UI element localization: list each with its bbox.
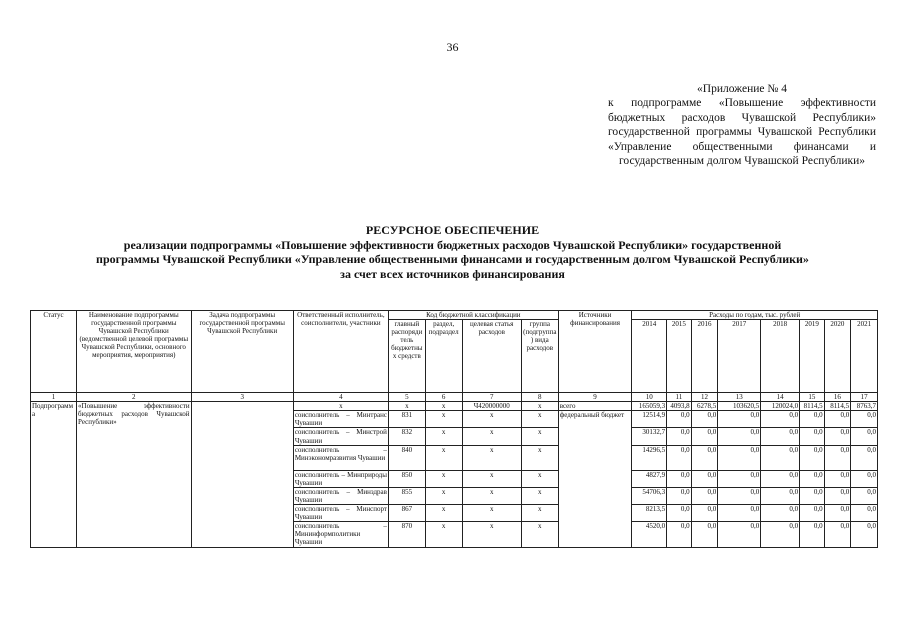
- column-number: 7: [462, 393, 521, 402]
- value-cell: 30132,7: [632, 428, 667, 445]
- value-cell: 0,0: [718, 487, 761, 504]
- header-task: Задача подпрограммы государственной программы Чувашской Республики: [191, 311, 293, 393]
- section-cell: x: [425, 428, 462, 445]
- header-year: 2016: [691, 320, 718, 393]
- title-line-4: за счет всех источников финансирования: [340, 266, 565, 281]
- header-responsible: Ответственный исполнитель, соисполнители, участники: [293, 311, 388, 393]
- responsible-cell: соисполнитель – Минтранс Чувашии: [294, 411, 387, 428]
- value-cell: 0,0: [761, 428, 800, 445]
- value-cell: 0,0: [824, 411, 851, 428]
- header-sources: Источники финансирования: [558, 311, 632, 393]
- value-cell: 0,0: [851, 445, 878, 470]
- value-cell: 0,0: [691, 428, 718, 445]
- section-cell: x: [425, 522, 462, 547]
- value-cell: 0,0: [851, 487, 878, 504]
- value-cell: 0,0: [851, 505, 878, 522]
- value-cell: 0,0: [800, 505, 825, 522]
- value-cell: 0,0: [718, 522, 761, 547]
- value-cell: 0,0: [691, 505, 718, 522]
- header-year: 2021: [851, 320, 878, 393]
- title-line-1: РЕСУРСНОЕ ОБЕСПЕЧЕНИЕ: [365, 223, 540, 237]
- column-number: 17: [851, 393, 878, 402]
- responsible-cell: соисполнитель – Минстрой Чувашии: [294, 428, 387, 445]
- column-number: 3: [191, 393, 293, 402]
- value-cell: 0,0: [800, 522, 825, 547]
- value-cell: 0,0: [667, 411, 692, 428]
- header-expenses: Расходы по годам, тыс. рублей: [632, 311, 878, 320]
- header-year: 2015: [667, 320, 692, 393]
- value-cell: 0,0: [761, 487, 800, 504]
- value-cell: 6278,5: [691, 402, 718, 411]
- value-cell: 0,0: [800, 428, 825, 445]
- header-row-1: [31, 311, 878, 320]
- value-cell: 0,0: [851, 411, 878, 428]
- value-cell: 0,0: [824, 522, 851, 547]
- source-cell: всего: [558, 402, 632, 411]
- value-cell: 8114,5: [824, 402, 851, 411]
- column-number: 4: [293, 393, 388, 402]
- value-cell: 8213,5: [632, 505, 667, 522]
- value-cell: 0,0: [718, 428, 761, 445]
- column-number: 5: [388, 393, 425, 402]
- value-cell: 4093,8: [667, 402, 692, 411]
- status-cell: Подпрограмма: [31, 402, 77, 547]
- value-cell: 0,0: [691, 470, 718, 487]
- group-cell: x: [521, 445, 558, 470]
- header-grbs: главный распорядитель бюджетных средств: [388, 320, 425, 393]
- value-cell: 103620,5: [718, 402, 761, 411]
- value-cell: 0,0: [824, 428, 851, 445]
- value-cell: 0,0: [800, 445, 825, 470]
- header-year: 2014: [632, 320, 667, 393]
- value-cell: 0,0: [667, 470, 692, 487]
- section-cell: x: [425, 505, 462, 522]
- column-number: 13: [718, 393, 761, 402]
- column-number: 2: [77, 393, 192, 402]
- column-number: 1: [31, 393, 77, 402]
- value-cell: 54706,3: [632, 487, 667, 504]
- value-cell: 0,0: [691, 411, 718, 428]
- grbs-cell: 831: [388, 411, 425, 428]
- header-section: раздел, подраздел: [425, 320, 462, 393]
- value-cell: 120024,0: [761, 402, 800, 411]
- value-cell: 0,0: [824, 470, 851, 487]
- group-cell: x: [521, 505, 558, 522]
- title-line-2: реализации подпрограммы «Повышение эффективности бюджетных расходов Чувашской Республики» государственной: [123, 237, 782, 252]
- value-cell: 0,0: [691, 522, 718, 547]
- grbs-cell: 855: [388, 487, 425, 504]
- title-line-3: программы Чувашской Республики «Управление общественными финансами и государственным долгом Чувашской Республики»: [96, 252, 809, 267]
- grbs-cell: 832: [388, 428, 425, 445]
- target-cell: x: [462, 487, 521, 504]
- responsible-cell: соисполнитель – Мининформполитики Чувашии: [294, 522, 387, 547]
- value-cell: 0,0: [761, 522, 800, 547]
- value-cell: 0,0: [800, 470, 825, 487]
- target-cell: Ч420000000: [462, 402, 521, 411]
- column-number: 16: [824, 393, 851, 402]
- value-cell: 0,0: [691, 487, 718, 504]
- responsible-cell: соисполнитель – Минздрав Чувашии: [294, 487, 387, 504]
- section-cell: x: [425, 470, 462, 487]
- document-title: [30, 223, 875, 281]
- value-cell: 0,0: [800, 487, 825, 504]
- value-cell: 0,0: [667, 487, 692, 504]
- header-year: 2019: [800, 320, 825, 393]
- value-cell: 0,0: [851, 470, 878, 487]
- value-cell: 0,0: [667, 522, 692, 547]
- value-cell: 8114,5: [800, 402, 825, 411]
- grbs-cell: x: [388, 402, 425, 411]
- target-cell: x: [462, 428, 521, 445]
- responsible-cell: соисполнитель – Минспорт Чувашии: [294, 505, 387, 522]
- value-cell: 0,0: [718, 470, 761, 487]
- column-number: 9: [558, 393, 632, 402]
- header-year: 2020: [824, 320, 851, 393]
- value-cell: 4827,9: [632, 470, 667, 487]
- target-cell: x: [462, 411, 521, 428]
- column-number: 8: [521, 393, 558, 402]
- value-cell: 12514,9: [632, 411, 667, 428]
- value-cell: 0,0: [851, 428, 878, 445]
- value-cell: 0,0: [824, 445, 851, 470]
- column-number: 14: [761, 393, 800, 402]
- value-cell: 14296,5: [632, 445, 667, 470]
- value-cell: 0,0: [761, 445, 800, 470]
- responsible-cell: соисполнитель – Минэкономразвития Чувашии: [293, 445, 388, 470]
- value-cell: 0,0: [667, 445, 692, 470]
- header-name: Наименование подпрограммы государственной программы Чувашской Республики (ведомственной целевой программы Чувашской Республики, основного мероприятия, мероприятия): [77, 311, 192, 393]
- column-number: 12: [691, 393, 718, 402]
- target-cell: x: [462, 522, 521, 547]
- header-target: целевая статья расходов: [462, 320, 521, 393]
- header-group: группа (подгруппа) вида расходов: [521, 320, 558, 393]
- column-number: 10: [632, 393, 667, 402]
- grbs-cell: 840: [388, 445, 425, 470]
- responsible-cell: x: [293, 402, 388, 411]
- value-cell: 0,0: [718, 445, 761, 470]
- group-cell: x: [521, 522, 558, 547]
- program-name-cell: «Повышение эффективности бюджетных расходов Чувашской Республики»: [77, 402, 192, 547]
- column-number-row: [31, 393, 878, 402]
- value-cell: 0,0: [761, 470, 800, 487]
- header-year: 2018: [761, 320, 800, 393]
- group-cell: x: [521, 411, 558, 428]
- table-row: [31, 402, 878, 411]
- header-year: 2017: [718, 320, 761, 393]
- target-cell: x: [462, 445, 521, 470]
- grbs-cell: 850: [388, 470, 425, 487]
- group-cell: x: [521, 428, 558, 445]
- column-number: 11: [667, 393, 692, 402]
- appendix-text: к подпрограмме «Повышение эффективности бюджетных расходов Чувашской Республики» государственной программы Чувашской Республики «Управление общественными финансами и государственным долгом Чувашской Республики»: [608, 97, 876, 168]
- value-cell: 0,0: [800, 411, 825, 428]
- group-cell: x: [521, 470, 558, 487]
- value-cell: 4520,0: [632, 522, 667, 547]
- value-cell: 0,0: [691, 445, 718, 470]
- section-cell: x: [425, 402, 462, 411]
- appendix-block: [608, 82, 876, 168]
- value-cell: 0,0: [851, 522, 878, 547]
- value-cell: 0,0: [761, 505, 800, 522]
- column-number: 6: [425, 393, 462, 402]
- value-cell: 0,0: [761, 411, 800, 428]
- value-cell: 0,0: [667, 505, 692, 522]
- header-code-group: Код бюджетной классификации: [388, 311, 558, 320]
- resources-table: [30, 310, 878, 548]
- grbs-cell: 870: [388, 522, 425, 547]
- header-status: Статус: [31, 311, 77, 393]
- value-cell: 0,0: [667, 428, 692, 445]
- appendix-heading: «Приложение № 4: [697, 83, 787, 95]
- target-cell: x: [462, 505, 521, 522]
- responsible-cell: соисполнитель – Минприроды Чувашии: [294, 470, 387, 487]
- group-cell: x: [521, 487, 558, 504]
- page-number: 36: [446, 40, 459, 54]
- section-cell: x: [425, 411, 462, 428]
- task-cell: [191, 402, 293, 547]
- section-cell: x: [425, 487, 462, 504]
- value-cell: 0,0: [824, 487, 851, 504]
- value-cell: 0,0: [824, 505, 851, 522]
- grbs-cell: 867: [388, 505, 425, 522]
- value-cell: 165059,3: [632, 402, 667, 411]
- value-cell: 0,0: [718, 411, 761, 428]
- value-cell: 0,0: [718, 505, 761, 522]
- section-cell: x: [425, 445, 462, 470]
- group-cell: x: [521, 402, 558, 411]
- source-cell: федеральный бюджет: [558, 411, 632, 547]
- value-cell: 8763,7: [851, 402, 878, 411]
- column-number: 15: [800, 393, 825, 402]
- target-cell: x: [462, 470, 521, 487]
